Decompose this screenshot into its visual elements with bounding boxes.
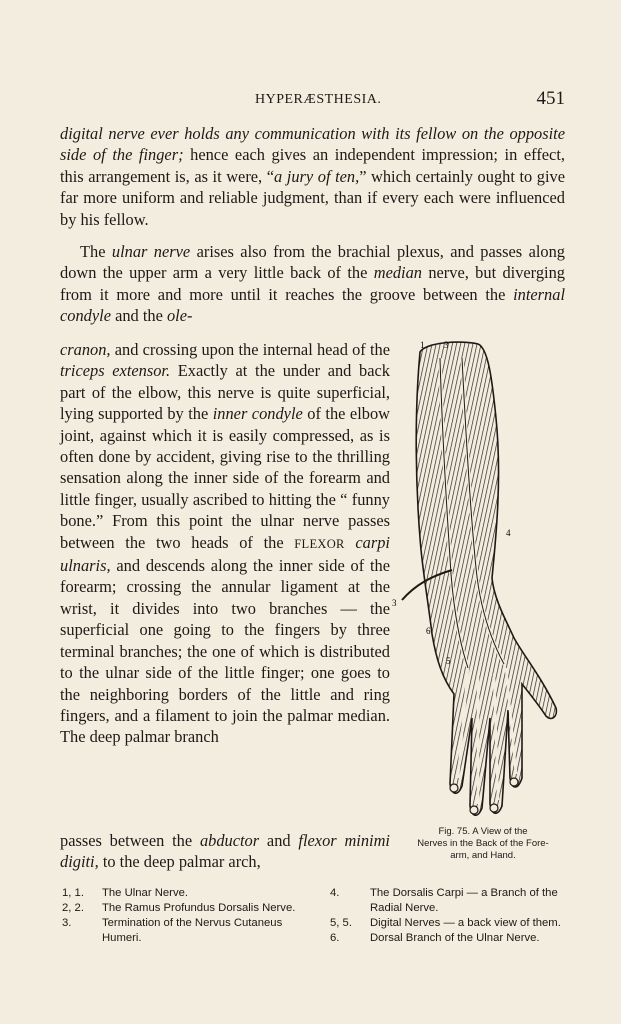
legend-column-right [328, 886, 568, 946]
legend-item [60, 916, 300, 946]
text-run: and [259, 831, 299, 850]
italic-term: median [373, 263, 422, 283]
figure-label: 3 [444, 340, 449, 350]
figure-label: 5 [446, 656, 451, 666]
italic-term: abductor [199, 831, 260, 850]
legend-number: 1, 1. [62, 887, 84, 899]
figure-label: 1 [420, 340, 425, 350]
text-run: and the [110, 306, 167, 326]
italic-term: ole- [166, 306, 193, 326]
figure-caption [398, 826, 568, 862]
italic-term: triceps extensor. [60, 361, 171, 381]
text-run: ” which certainly ought to give far more uniform and reliable judgment, than if every each were influenced by his fellow. [60, 166, 565, 229]
legend-number: 3. [62, 917, 72, 929]
page-number: 451 [536, 88, 565, 109]
text-run: and descends along the inner side of the forearm; crossing the annular ligament at the wrist, it divides into two branches — the superficial one going to the fingers by three terminal branches; the one of which is distributed to the ulnar side of the little finger; one goes to the neighboring borders of the little and ring fingers, and a filament to join the palmar median. The deep palmar branch [60, 556, 390, 747]
text-run: and crossing upon the internal head of the [110, 340, 390, 359]
legend-item [328, 916, 568, 931]
paragraph-digital-nerve [60, 123, 565, 230]
fingertip [450, 784, 458, 792]
legend-item [328, 886, 568, 916]
forearm-nerve-illustration [392, 338, 570, 828]
fingertip [470, 806, 478, 814]
italic-term: ulnar nerve [111, 242, 191, 261]
fingertip [510, 778, 518, 786]
legend-text: The Dorsalis Carpi — a Branch of the Radial Nerve. [370, 887, 558, 914]
legend-text: Digital Nerves — a back view of them. [370, 917, 561, 929]
italic-term: inner condyle [212, 404, 303, 424]
legend-number: 5, 5. [330, 917, 352, 929]
legend-item [60, 886, 300, 901]
forearm-drawing [392, 338, 570, 828]
caption-line: arm, and Hand. [450, 850, 516, 861]
paragraph-ulnar-course [60, 339, 390, 748]
italic-term: internal condyle [60, 284, 565, 326]
text-run: passes between the [60, 831, 200, 850]
legend-number: 6. [330, 932, 340, 944]
legend-number: 4. [330, 887, 340, 899]
legend-text: The Ramus Profundus Dorsalis Nerve. [102, 902, 296, 914]
figure-label: 4 [506, 528, 511, 538]
legend-item [328, 931, 568, 946]
figure-legend [60, 886, 565, 976]
legend-column-left [60, 886, 300, 946]
caption-line: Nerves in the Back of the Fore- [417, 838, 549, 849]
legend-text: Termination of the Nervus Cutaneus Humeri. [102, 917, 283, 944]
forearm-silhouette [416, 342, 556, 815]
italic-phrase: digital nerve ever holds any communication with its fellow on the opposite side of the finger; [60, 124, 565, 165]
figure-label: 3 [392, 598, 397, 608]
text-run: arises also from the brachial plexus, and passes along down the upper arm a very little back of the [60, 242, 565, 283]
page-header [60, 88, 565, 112]
text-run: The [80, 242, 112, 261]
paragraph-palmar-branch [60, 830, 390, 873]
legend-text: Dorsal Branch of the Ulnar Nerve. [370, 932, 540, 944]
text-run: Exactly at the under and back part of the elbow, this nerve is quite superficial, lying supported by the [60, 361, 390, 424]
legend-item [60, 901, 300, 916]
italic-phrase: a jury of ten, [274, 166, 360, 186]
text-run: hence each gives an independent impression; in effect, this arrangement is, as it were, “ [60, 145, 565, 186]
text-run: nerve, but diverging from it more and more until it reaches the groove between the [60, 263, 565, 304]
fingertip [490, 804, 498, 812]
legend-text: The Ulnar Nerve. [102, 887, 189, 899]
italic-term: carpi ulnaris, [60, 532, 390, 576]
italic-term: cranon, [60, 340, 111, 359]
text-run: to the deep palmar arch, [98, 852, 261, 872]
small-caps-term: FLEXOR [294, 536, 345, 551]
running-title: HYPERÆSTHESIA. [255, 92, 382, 107]
paragraph-ulnar-nerve [60, 241, 565, 327]
legend-number: 2, 2. [62, 902, 84, 914]
italic-term: minimi digiti, [60, 831, 390, 872]
italic-term: flexor [298, 831, 337, 850]
figure-label: 6 [426, 626, 431, 636]
caption-line: Fig. 75. A View of the [438, 826, 528, 837]
text-run: of the elbow joint, against which it is easily compressed, as is often done by accident, giving rise to the thrilling sensation along the inner side of the forearm and little finger, usually ascribed to hitting the “ funny bone.” From this point the ulnar nerve passes between the two heads of the [60, 404, 390, 552]
